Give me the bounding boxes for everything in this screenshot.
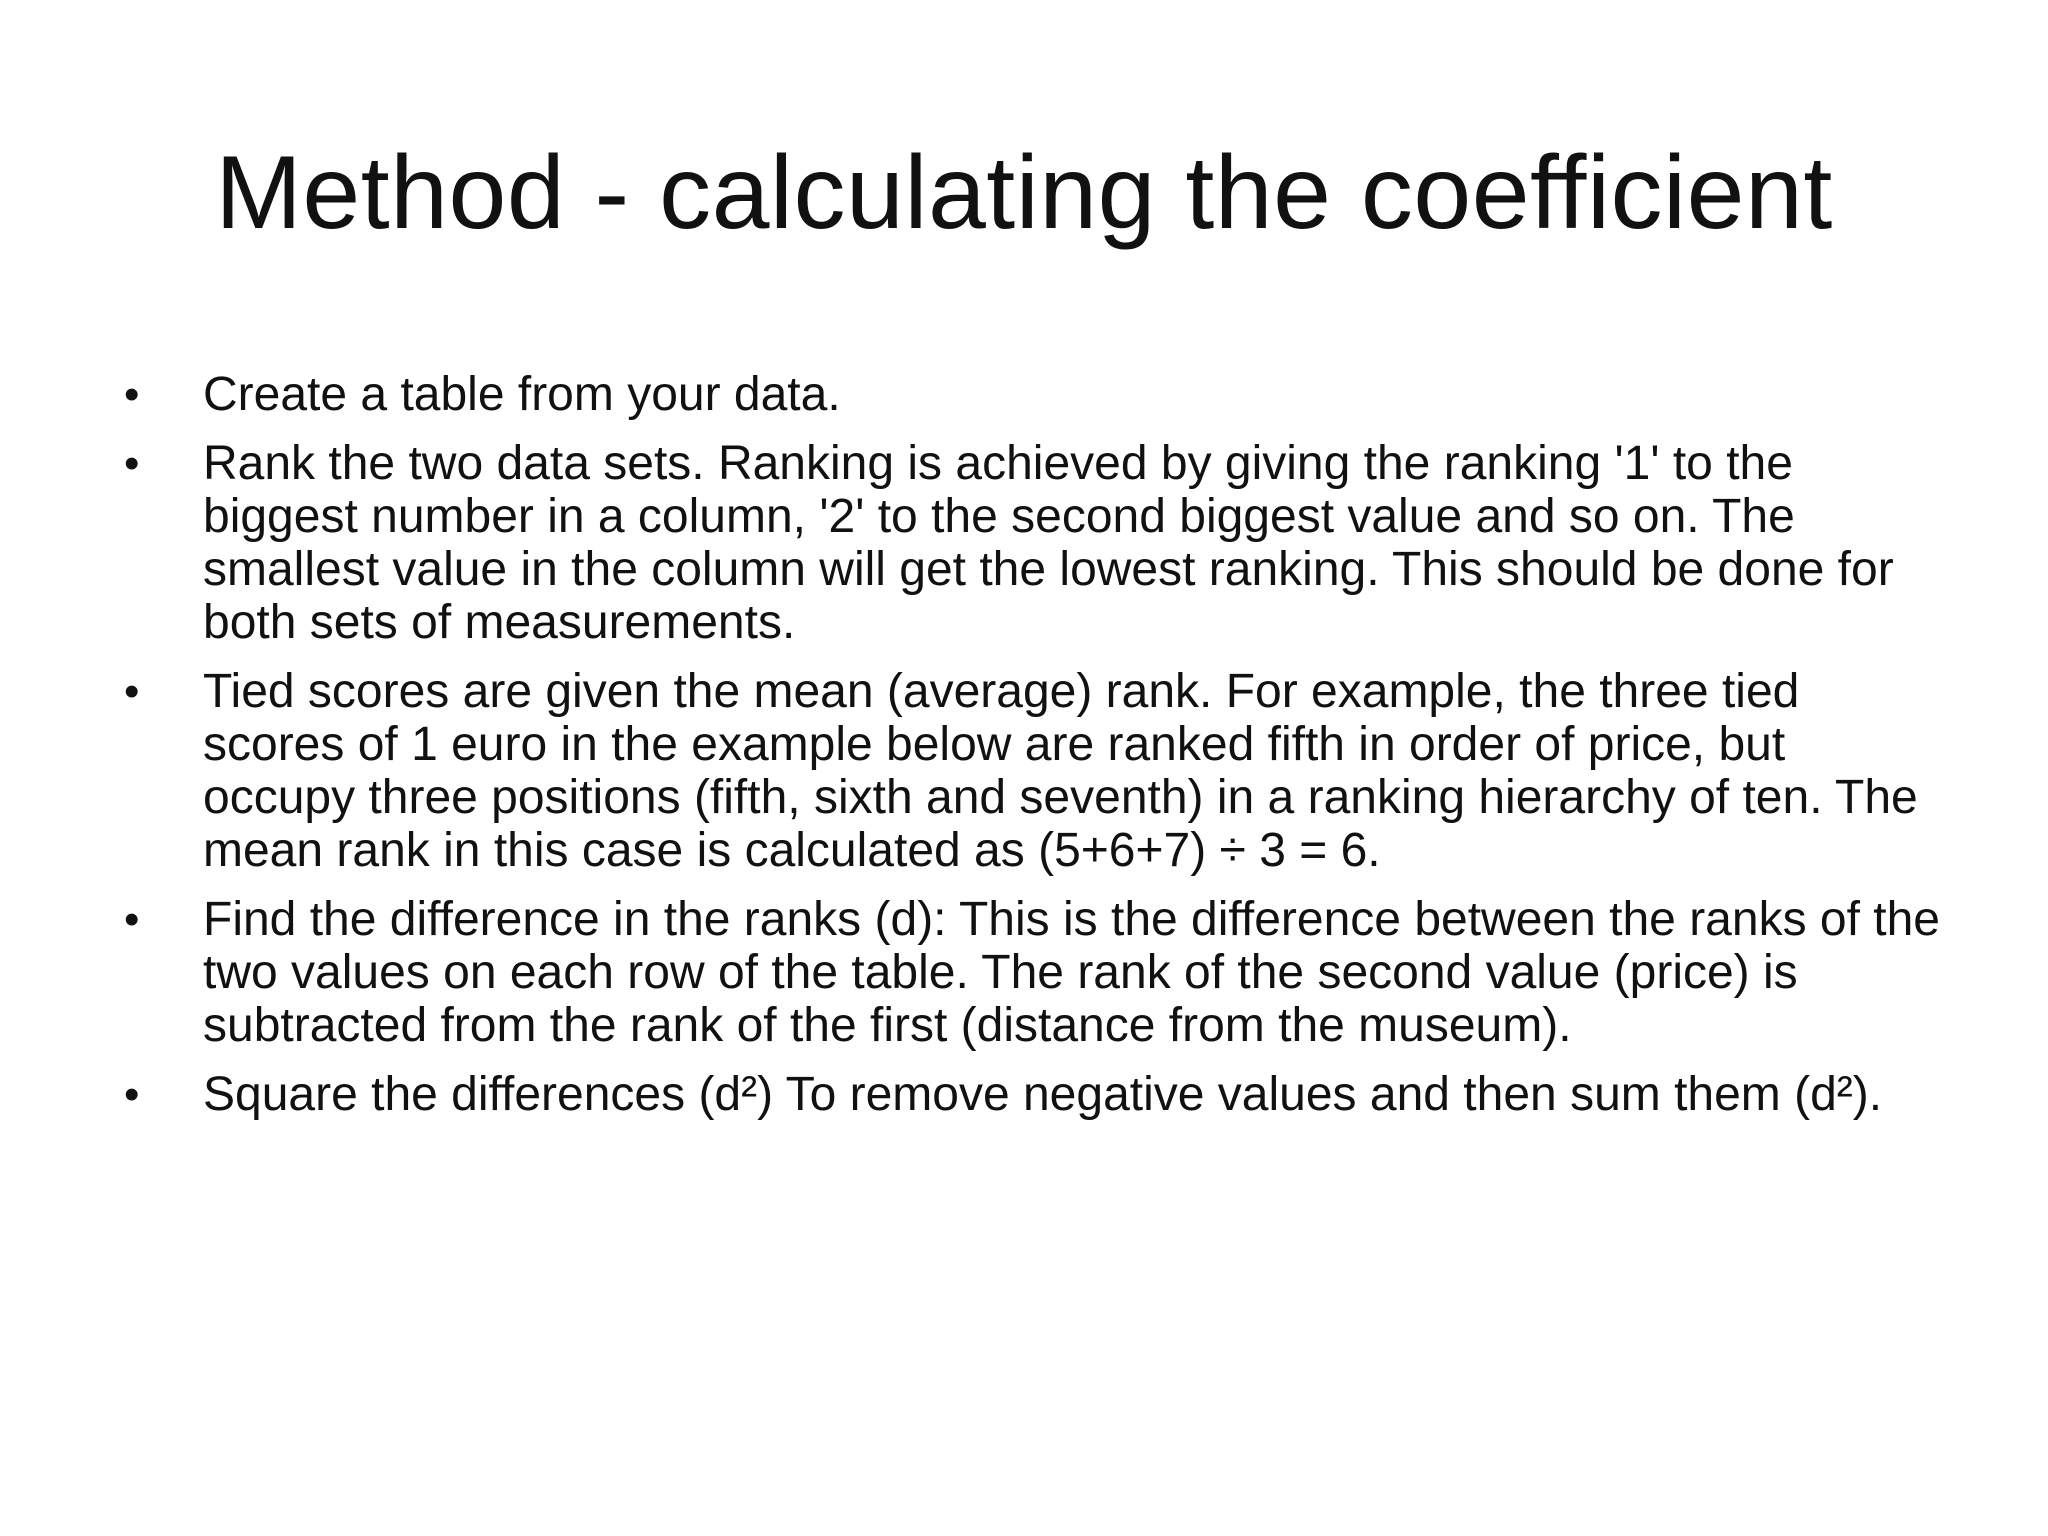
- bullet-text: • Find the difference in the ranks (d): This is the difference between the ranks of the two values on each row of the table. The rank of the second value (price) is subtracted from the rank of the first (distance from the museum).: [203, 893, 1940, 1052]
- slide-title: Method - calculating the coefficient: [215, 135, 1833, 251]
- bullet-item-tied-scores: [118, 665, 1948, 877]
- bullet-text: • Rank the two data sets. Ranking is achieved by giving the ranking '1' to the biggest number in a column, '2' to the second biggest value and so on. The smallest value in the column will get the lowest ranking. This should be done for both sets of measurements.: [203, 437, 1894, 649]
- bullet-item-rank-difference: [118, 893, 1948, 1052]
- bullet-text: • Tied scores are given the mean (average) rank. For example, the three tied scores of 1 euro in the example below are ranked fifth in order of price, but occupy three positions (fifth, sixth and seventh) in a ranking hierarchy of ten. The mean rank in this case is calculated as (5+6+7) ÷ 3 = 6.: [203, 665, 1918, 877]
- bullet-text: • Square the differences (d²) To remove negative values and then sum them (d²).: [203, 1068, 1883, 1121]
- bullet-item-create-table: [118, 368, 1948, 421]
- bullet-item-rank-data: [118, 437, 1948, 649]
- bullet-list: [118, 368, 1948, 1137]
- bullet-text: • Create a table from your data.: [203, 368, 841, 421]
- bullet-item-square-differences: [118, 1068, 1948, 1121]
